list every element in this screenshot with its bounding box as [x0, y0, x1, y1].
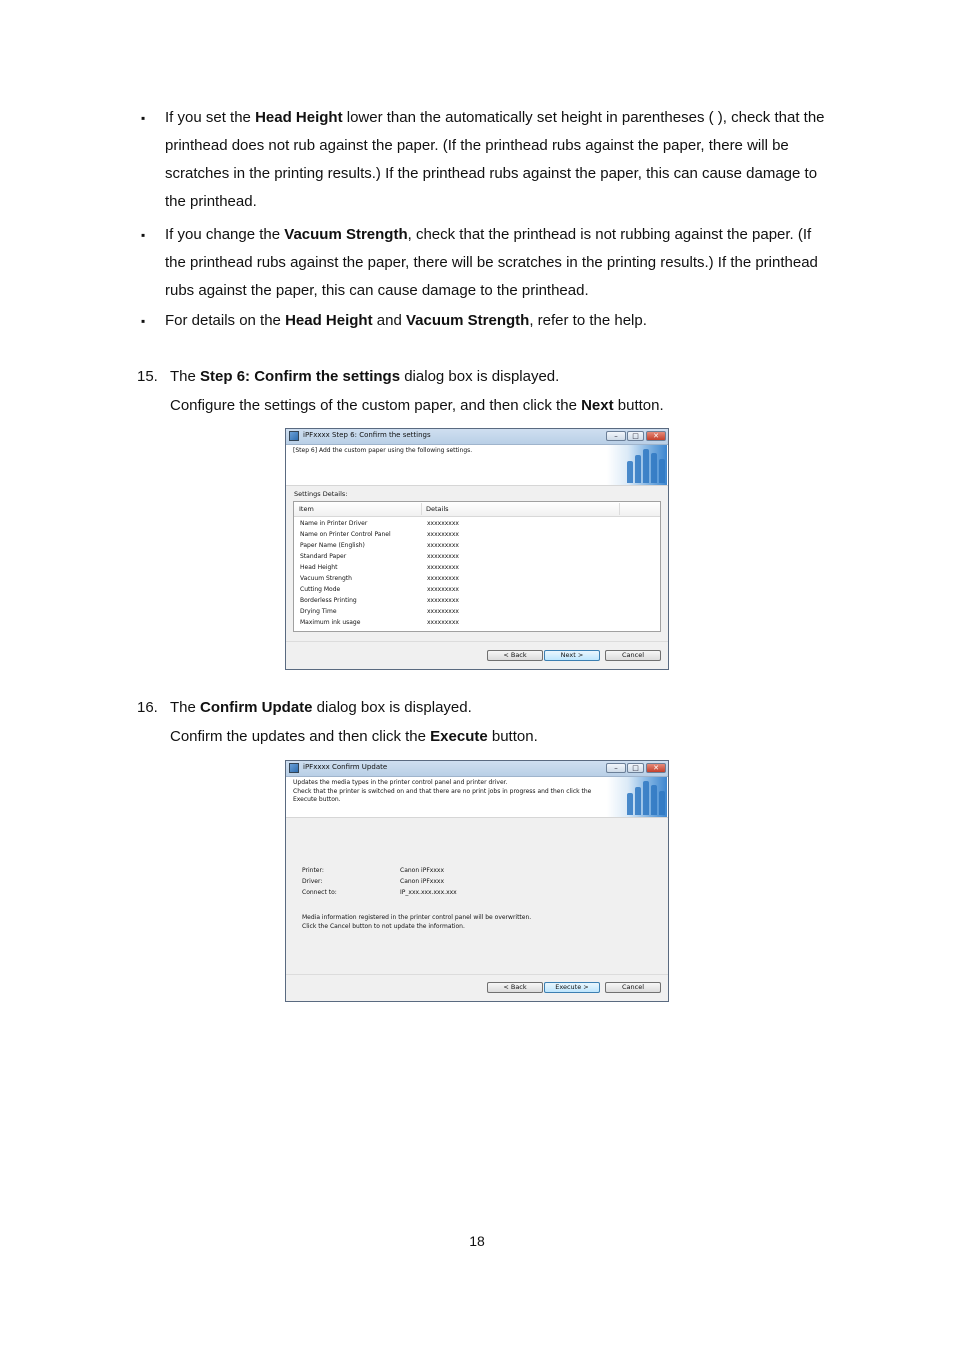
confirm-settings-dialog [285, 428, 669, 670]
step-line-2: Configure the settings of the custom paper, and then click the Next button. [170, 397, 664, 414]
note-text: If you set the Head Height lower than the automatically set height in parentheses ( ), check that the printhead does not rub against the paper. (If the printhead rubs against the paper, there will be scratches in the printing results.) If the printhead rubs against the paper, this can cause damage to the printhead. [165, 109, 825, 210]
step-number: 16. [137, 699, 158, 716]
table-row: Maximum ink usage xxxxxxxxx [300, 619, 459, 626]
close-button[interactable]: ✕ [646, 763, 666, 773]
bullet-mark: ▪ [141, 314, 146, 328]
overwrite-notice: Media information registered in the printer control panel will be overwritten. [302, 914, 532, 921]
settings-details-label: Settings Details: [294, 490, 348, 498]
column-details[interactable]: Details [426, 505, 449, 513]
note-text: For details on the Head Height and Vacuum Strength, refer to the help. [165, 312, 647, 329]
step-line-1: The Step 6: Confirm the settings dialog box is displayed. [170, 368, 560, 385]
footer-divider [286, 974, 668, 975]
settings-list[interactable] [293, 501, 661, 632]
window-title: iPFxxxx Confirm Update [303, 763, 388, 771]
printer-label: Printer: [302, 867, 324, 874]
step-line-2: Confirm the updates and then click the Execute button. [170, 728, 538, 745]
list-header [294, 502, 660, 517]
table-row: Paper Name (English) xxxxxxxxx [300, 542, 459, 549]
dialog-header [286, 445, 668, 486]
step-line-1: The Confirm Update dialog box is displayed. [170, 699, 472, 716]
next-button[interactable]: Next > [544, 650, 600, 661]
table-row: Cutting Mode xxxxxxxxx [300, 586, 459, 593]
table-row: Name on Printer Control Panel xxxxxxxxx [300, 531, 459, 538]
page-number: 18 [469, 1233, 485, 1249]
step-number: 15. [137, 368, 158, 385]
connect-label: Connect to: [302, 889, 337, 896]
maximize-button[interactable]: □ [627, 763, 644, 773]
bullet-mark: ▪ [141, 228, 146, 242]
cancel-notice: Click the Cancel button to not update the information. [302, 923, 465, 930]
window-title: iPFxxxx Step 6: Confirm the settings [303, 431, 431, 439]
title-bar [286, 429, 668, 445]
back-button[interactable]: < Back [487, 982, 543, 993]
close-button[interactable]: ✕ [646, 431, 666, 441]
table-row: Borderless Printing xxxxxxxxx [300, 597, 459, 604]
driver-value: Canon iPFxxxx [400, 878, 444, 885]
table-row: Head Height xxxxxxxxx [300, 564, 459, 571]
back-button[interactable]: < Back [487, 650, 543, 661]
ink-tanks-icon [607, 445, 667, 485]
title-bar [286, 761, 668, 777]
cancel-button[interactable]: Cancel [605, 982, 661, 993]
minimize-button[interactable]: – [606, 431, 626, 441]
table-row: Vacuum Strength xxxxxxxxx [300, 575, 459, 582]
table-row: Name in Printer Driver xxxxxxxxx [300, 520, 459, 527]
execute-button[interactable]: Execute > [544, 982, 600, 993]
column-item[interactable]: Item [299, 505, 314, 513]
table-row: Standard Paper xxxxxxxxx [300, 553, 459, 560]
footer-divider [286, 641, 668, 642]
minimize-button[interactable]: – [606, 763, 626, 773]
bullet-mark: ▪ [141, 111, 146, 125]
app-icon [289, 431, 299, 441]
maximize-button[interactable]: □ [627, 431, 644, 441]
driver-label: Driver: [302, 878, 323, 885]
cancel-button[interactable]: Cancel [605, 650, 661, 661]
confirm-update-dialog [285, 760, 669, 1002]
table-row: Drying Time xxxxxxxxx [300, 608, 459, 615]
connect-value: IP_xxx.xxx.xxx.xxx [400, 889, 457, 896]
app-icon [289, 763, 299, 773]
header-text: Updates the media types in the printer control panel and printer driver. Check that the printer is switched on and that there are no print jobs in progress and then click the Execute button. [293, 779, 592, 803]
printer-value: Canon iPFxxxx [400, 867, 444, 874]
dialog-header [286, 777, 668, 818]
header-text: [Step 6] Add the custom paper using the following settings. [293, 447, 473, 454]
ink-tanks-icon [607, 777, 667, 817]
note-text: If you change the Vacuum Strength, check that the printhead is not rubbing against the paper. (If the printhead rubs against the paper, there will be scratches in the printing results.) If the printhead rubs against the paper, this can cause damage to the printhead. [165, 226, 818, 299]
